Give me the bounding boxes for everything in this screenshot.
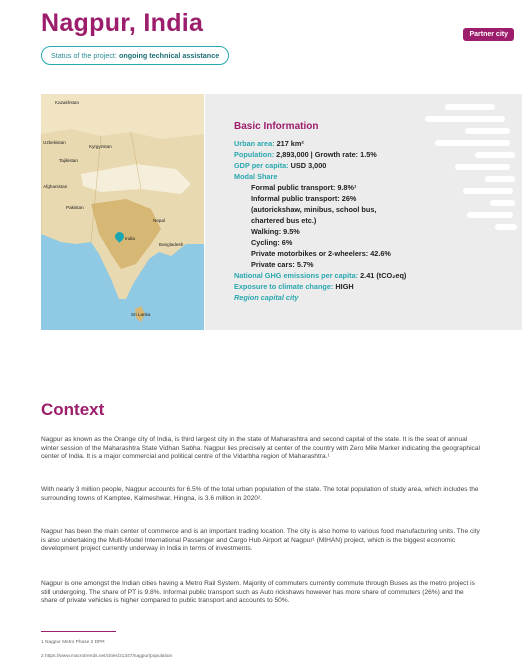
modal-item: Informal public transport: 26% (251, 194, 357, 203)
map-label-pakistan: Pakistan (66, 205, 84, 210)
gdp-row: GDP per capita: USD 3,000 (234, 161, 327, 170)
status-value: ongoing technical assistance (118, 51, 220, 60)
decor-dash (475, 152, 515, 158)
decor-dash (485, 176, 515, 182)
page-title: Nagpur, India (41, 9, 204, 37)
modal-item: Walking: 9.5% (251, 227, 300, 236)
map-label-nepal: Nepal (153, 218, 166, 223)
map-label-tajikistan: Tajikistan (59, 158, 78, 163)
map-label-bangladesh: Bangladesh (159, 242, 184, 247)
decor-dash (425, 116, 505, 122)
decor-dash (495, 224, 517, 230)
decor-dash (455, 164, 510, 170)
population-row: Population: 2,893,000 | Growth rate: 1.5% (234, 150, 377, 159)
modal-share-heading: Modal Share (234, 172, 278, 181)
basic-info-heading: Basic Information (234, 121, 319, 132)
context-paragraph: With nearly 3 million people, Nagpur accounts for 6.5% of the total urban population of the state. The total population of study area, which includes the surrounding towns of Kamptee, Kalmeshwar, Hingna, is 3.6 million in 2020². (41, 486, 479, 502)
status-label: Status of the project: (51, 51, 117, 60)
map-label-afghanistan: Afghanistan (43, 184, 68, 189)
climate-row: Exposure to climate change: HIGH (234, 282, 354, 291)
decor-dash (465, 128, 510, 134)
decor-dash (490, 200, 515, 206)
partner-city-badge: Partner city (463, 28, 514, 41)
modal-item: chartered bus etc.) (251, 216, 317, 225)
map-label-india: India (125, 236, 135, 241)
urban-area-row: Urban area: 217 km² (234, 139, 304, 148)
basic-info-content (234, 121, 406, 303)
modal-item: Formal public transport: 9.8%¹ (251, 183, 357, 192)
map-label-kazakhstan: Kazakhstan (55, 100, 80, 105)
project-status-pill (41, 46, 229, 65)
footnote-link[interactable]: 2 https://www.macrotrends.net/cities/21347/nagpur/population (41, 654, 173, 659)
decor-dash (463, 188, 513, 194)
map-label-uzbekistan: Uzbekistan (43, 140, 66, 145)
context-paragraph: Nagpur as known as the Orange city of India, is third largest city in the state of Maharashtra and second capital of the state. It is the seat of annual winter session of the Maharashtra State Vidhan Sabha. Nagpur lies precisely at center of the country with Zero Mile Marker indicating the geographical center of India. It is a major commercial and political centre of the Vidarbha region of Maharashtra.¹ (41, 436, 480, 460)
map-label-sri-lanka: Sri Lanka (131, 312, 151, 317)
context-paragraph: Nagpur is one amongst the Indian cities having a Metro Rail System. Majority of commuters currently commute through Buses as the metro project is still undergoing. The share of PT is 9.8%. Informal public transport such as Auto rickshaws however has more share of commuters (26%) and the share of private vehicles is higher compared to public transport and accounts to 50%. (41, 580, 475, 604)
location-map (41, 94, 204, 330)
basic-info-panel (205, 94, 522, 330)
map-label-kyrgyzstan: Kyrgyzstan (89, 144, 112, 149)
context-heading: Context (41, 400, 105, 419)
decor-dash (445, 104, 495, 110)
region-capital-note: Region capital city (234, 293, 299, 302)
modal-item: Private cars: 5.7% (251, 260, 314, 269)
modal-item: (autorickshaw, minibus, school bus, (251, 205, 377, 214)
map-landmass (41, 94, 204, 330)
footnote-divider (41, 631, 116, 632)
decor-dash (467, 212, 513, 218)
modal-item: Private motorbikes or 2-wheelers: 42.6% (251, 249, 391, 258)
modal-item: Cycling: 6% (251, 238, 293, 247)
context-paragraph: Nagpur has been the main center of commerce and is an important trading location. The city is also home to various food manufacturing units. The city is also undertaking the Multi-Model International Passenger and Cargo Hub Airport at Nagpur¹ (MIHAN) project, which is the biggest economic development project currently underway in India in terms of investments. (41, 528, 480, 552)
ghg-row: National GHG emissions per capita: 2.41 (tCO₂eq) (234, 271, 407, 280)
footnote: 1 Nagpur Metro Phase 2 DPR (41, 640, 105, 645)
decor-dash (435, 140, 510, 146)
